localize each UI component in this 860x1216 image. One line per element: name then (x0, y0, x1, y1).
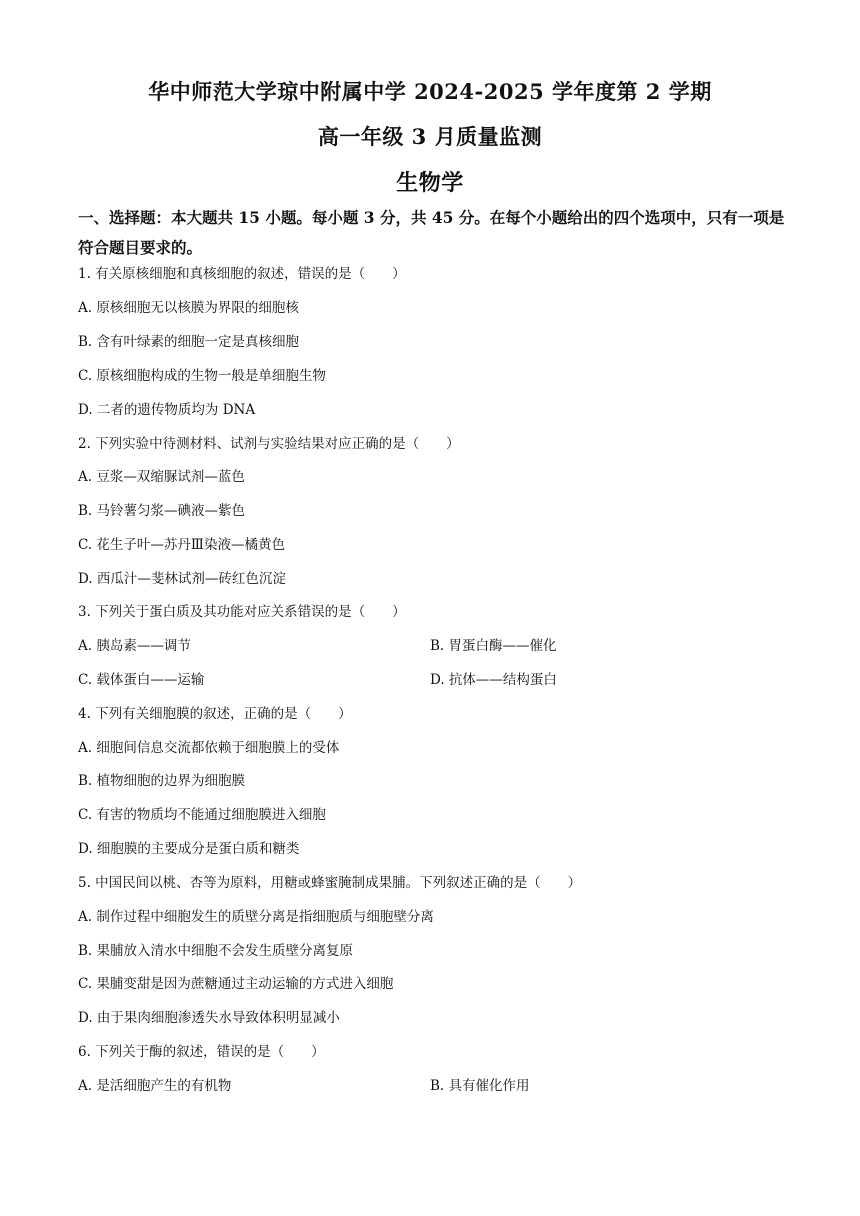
option: A. 是活细胞产生的有机物 (78, 1078, 232, 1094)
option: D. 二者的遗传物质均为 DNA (78, 402, 256, 418)
option: B. 含有叶绿素的细胞一定是真核细胞 (78, 334, 300, 350)
option: C. 花生子叶—苏丹Ⅲ染液—橘黄色 (78, 537, 285, 553)
option: C. 果脯变甜是因为蔗糖通过主动运输的方式进入细胞 (78, 976, 394, 992)
option: C. 有害的物质均不能通过细胞膜进入细胞 (78, 807, 326, 823)
school-title: 华中师范大学琼中附属中学 2024-2025 学年度第 2 学期 (148, 79, 712, 104)
option: D. 细胞膜的主要成分是蛋白质和糖类 (78, 841, 300, 857)
option: D. 由于果肉细胞渗透失水导致体积明显减小 (78, 1010, 340, 1026)
question-stem: 2. 下列实验中待测材料、试剂与实验结果对应正确的是（ ） (78, 436, 460, 452)
option: B. 果脯放入清水中细胞不会发生质壁分离复原 (78, 943, 354, 959)
question-stem: 3. 下列关于蛋白质及其功能对应关系错误的是（ ） (78, 604, 406, 620)
option: B. 具有催化作用 (430, 1078, 530, 1094)
option: A. 制作过程中细胞发生的质壁分离是指细胞质与细胞壁分离 (78, 909, 434, 925)
option: C. 载体蛋白——运输 (78, 672, 205, 688)
option: D. 西瓜汁—斐林试剂—砖红色沉淀 (78, 571, 286, 587)
option: A. 原核细胞无以核膜为界限的细胞核 (78, 300, 299, 316)
option: B. 胃蛋白酶——催化 (430, 638, 557, 654)
exam-title: 高一年级 3 月质量监测 (317, 124, 543, 149)
question-stem: 4. 下列有关细胞膜的叙述，正确的是（ ） (78, 706, 352, 722)
option: B. 植物细胞的边界为细胞膜 (78, 773, 246, 789)
option: C. 原核细胞构成的生物一般是单细胞生物 (78, 368, 326, 384)
option: B. 马铃薯匀浆—碘液—紫色 (78, 503, 246, 519)
option: A. 豆浆—双缩脲试剂—蓝色 (78, 469, 245, 485)
section-heading: 一、选择题：本大题共 15 小题。每小题 3 分，共 45 分。在每个小题给出的四个选项中，只有一项是符合题目要求的。 (78, 208, 785, 257)
option: D. 抗体——结构蛋白 (430, 672, 557, 688)
subject-title: 生物学 (396, 170, 464, 196)
option: A. 细胞间信息交流都依赖于细胞膜上的受体 (78, 740, 340, 756)
option: A. 胰岛素——调节 (78, 638, 191, 654)
question-stem: 5. 中国民间以桃、杏等为原料，用糖或蜂蜜腌制成果脯。下列叙述正确的是（ ） (78, 875, 582, 891)
question-stem: 6. 下列关于酶的叙述，错误的是（ ） (78, 1044, 325, 1060)
question-stem: 1. 有关原核细胞和真核细胞的叙述，错误的是（ ） (78, 266, 406, 282)
